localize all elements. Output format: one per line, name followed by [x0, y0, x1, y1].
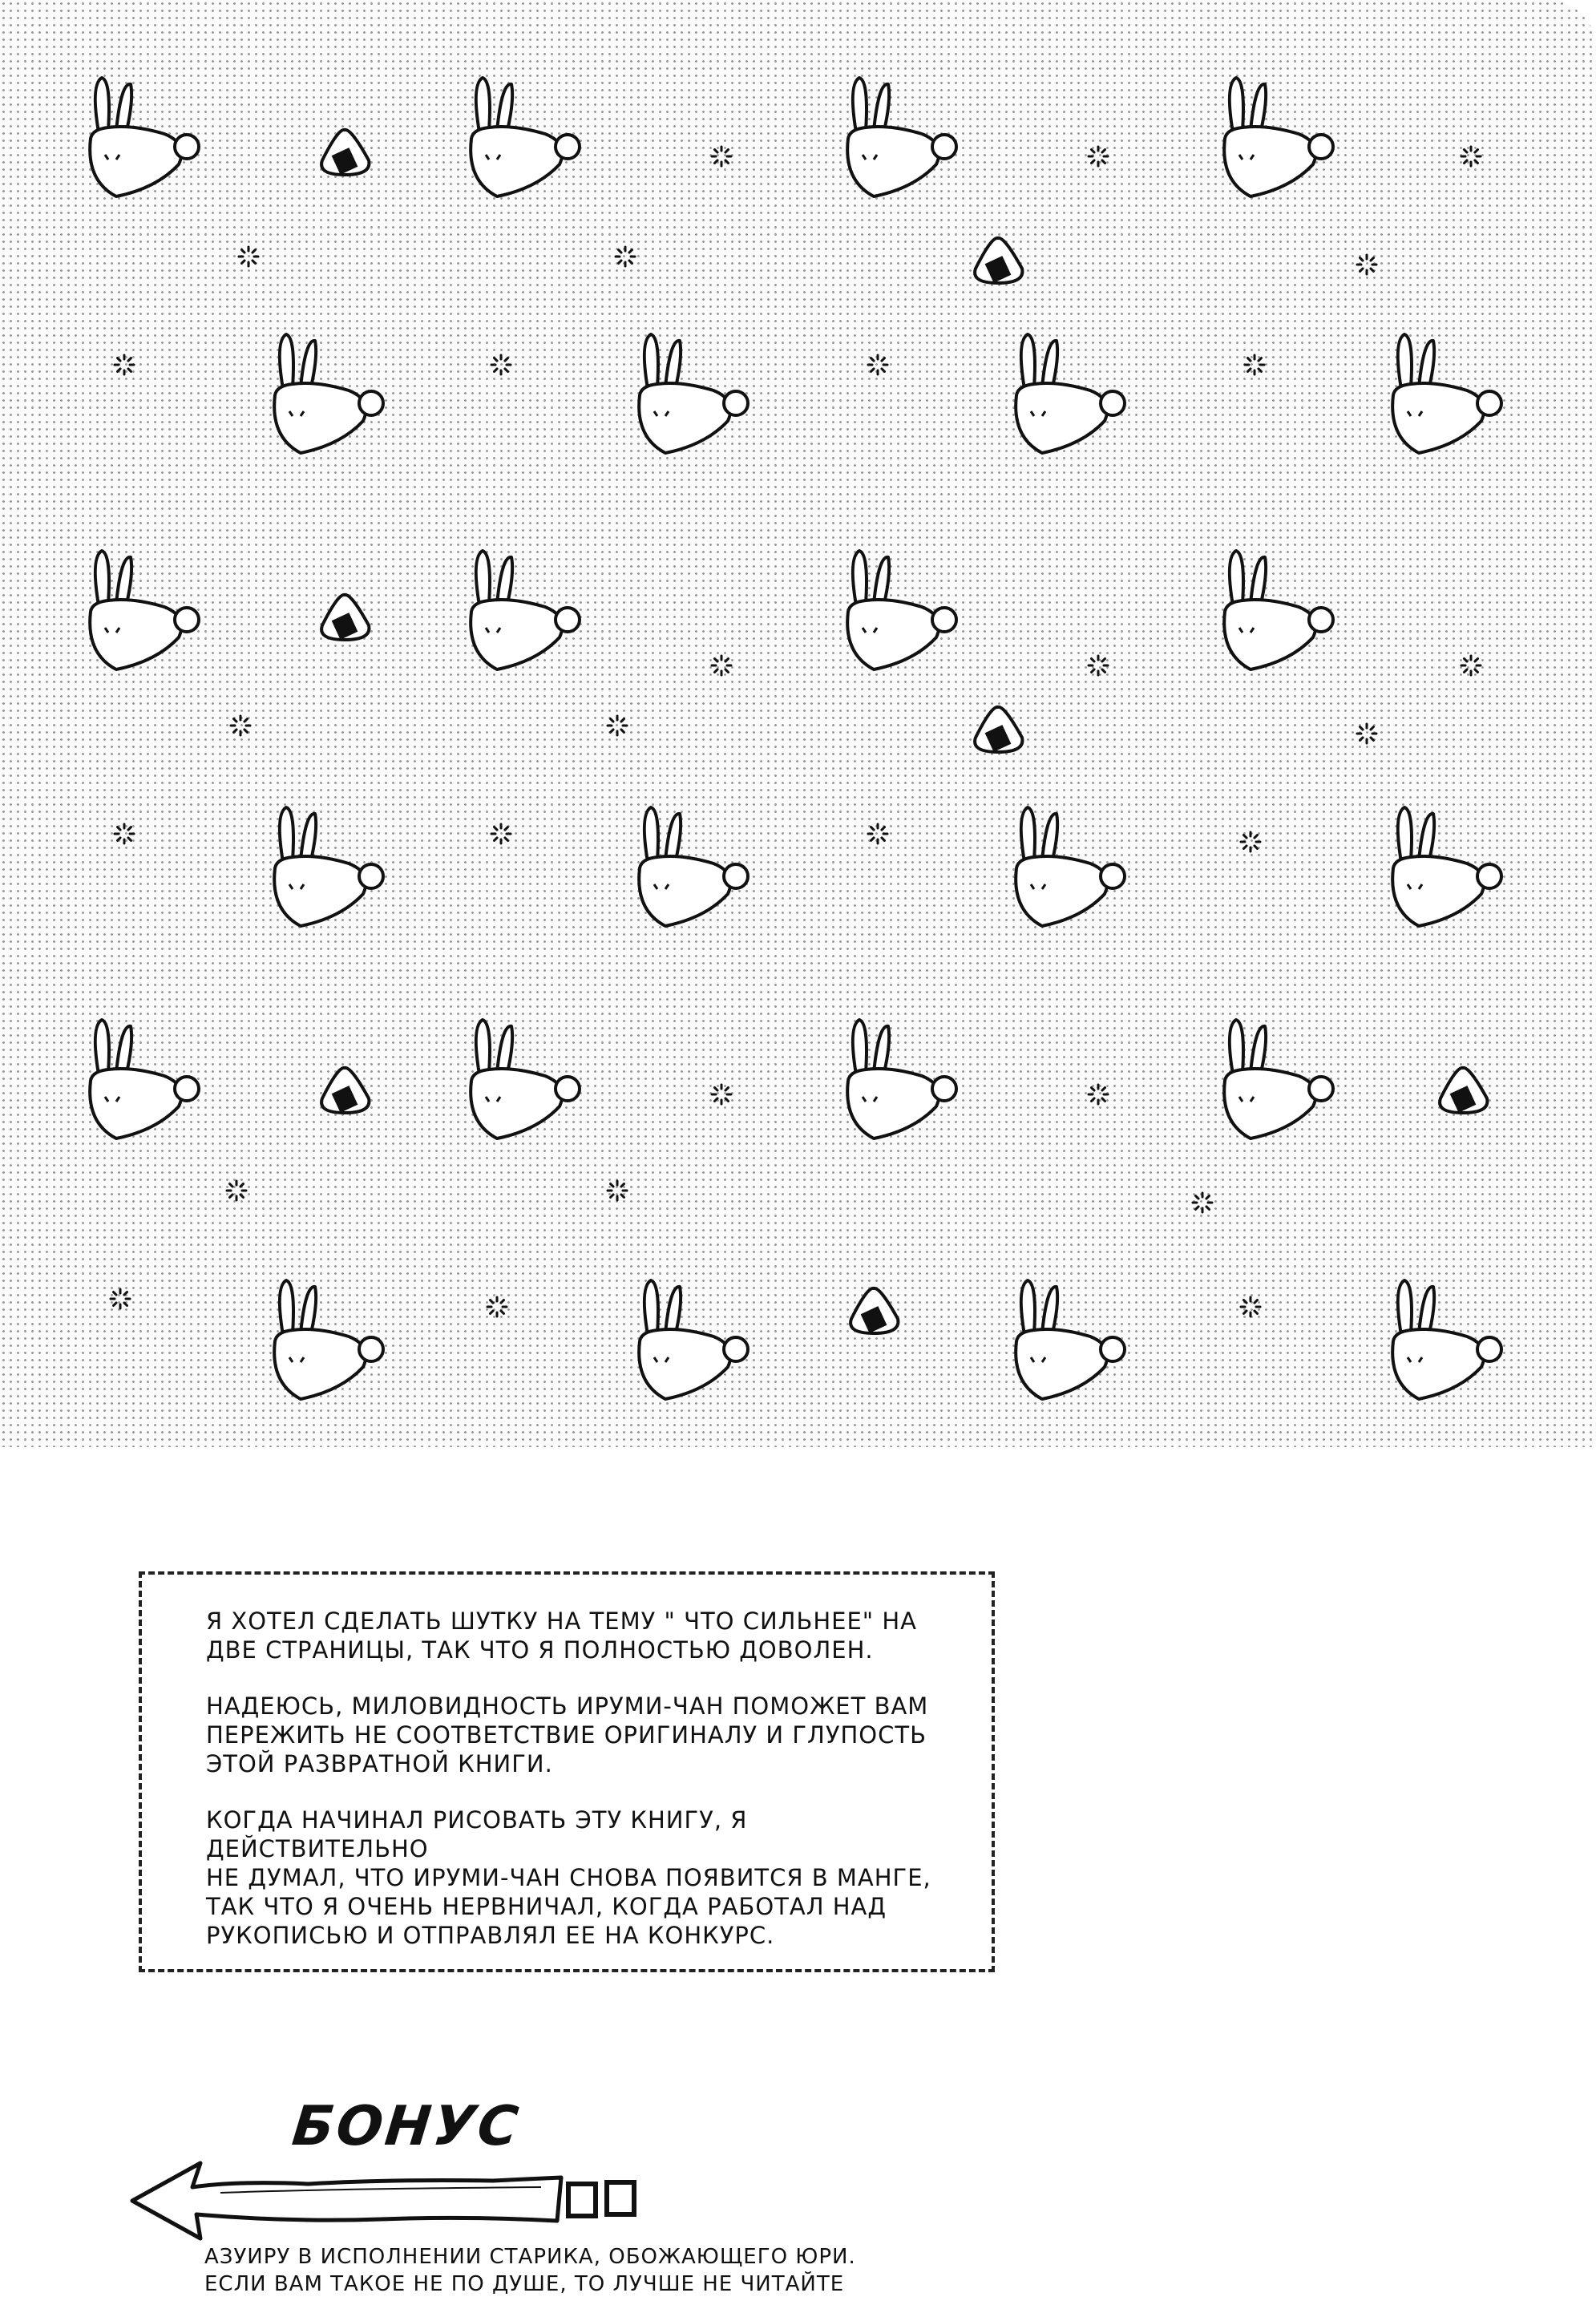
sparkle-icon: [491, 355, 511, 374]
sparkle-icon: [115, 355, 134, 374]
bunny-icon: [1224, 551, 1333, 669]
sparkle-icon: [712, 656, 731, 675]
bunny-icon: [639, 1280, 748, 1399]
bunny-icon: [471, 551, 580, 669]
note-paragraph-3: КОГДА НАЧИНАЛ РИСОВАТЬ ЭТУ КНИГУ, Я ДЕЙСТВИТЕЛЬНО НЕ ДУМАЛ, ЧТО ИРУМИ-ЧАН СНОВА ПОЯВИТСЯ В МАНГЕ, ТАК ЧТО Я ОЧЕНЬ НЕРВНИЧАЛ, КОГДА РАБОТАЛ НАД РУКОПИСЬЮ И ОТПРАВЛЯЛ ЕЕ НА КОНКУРС.: [206, 1806, 931, 1949]
sparkle-icon: [1089, 147, 1108, 166]
sparkle-icon: [1357, 724, 1376, 743]
double-box-icon: [565, 2179, 645, 2227]
onigiri-icon: [321, 1068, 369, 1113]
author-note-box: [139, 1571, 995, 1972]
bunny-icon: [274, 1280, 383, 1399]
bunny-icon: [90, 1020, 199, 1138]
bunny-icon: [1392, 334, 1501, 453]
bunny-icon: [90, 78, 199, 196]
bunny-icon: [847, 78, 956, 196]
bonus-description: [204, 2243, 856, 2298]
bunny-icon: [1224, 1020, 1333, 1138]
sparkle-icon: [868, 355, 887, 374]
bunny-icon: [1392, 1280, 1501, 1399]
bunny-icon: [639, 334, 748, 453]
bonus-line-1: АЗУИРУ В ИСПОЛНЕНИИ СТАРИКА, ОБОЖАЮЩЕГО ЮРИ.: [204, 2245, 856, 2269]
note-paragraph-1: Я ХОТЕЛ СДЕЛАТЬ ШУТКУ НА ТЕМУ " ЧТО СИЛЬНЕЕ" НА ДВЕ СТРАНИЦЫ, ТАК ЧТО Я ПОЛНОСТЬЮ ДОВОЛЕН.: [206, 1607, 918, 1664]
sparkle-icon: [239, 247, 258, 266]
bunny-icon: [847, 551, 956, 669]
sparkle-icon: [115, 824, 134, 843]
onigiri-icon: [1440, 1068, 1487, 1113]
sparkle-icon: [608, 1181, 627, 1200]
note-paragraph-2: НАДЕЮСЬ, МИЛОВИДНОСТЬ ИРУМИ-ЧАН ПОМОЖЕТ ВАМ ПЕРЕЖИТЬ НЕ СООТВЕТСТВИЕ ОРИГИНАЛУ И ГЛУПОСТЬ ЭТОЙ РАЗВРАТНОЙ КНИГИ.: [206, 1692, 929, 1777]
sparkle-icon: [1461, 147, 1481, 166]
bunny-icon: [90, 551, 199, 669]
onigiri-icon: [975, 707, 1022, 752]
sparkle-icon: [1089, 1085, 1108, 1104]
onigiri-icon: [321, 130, 369, 175]
bunny-icon: [639, 807, 748, 926]
bunny-icon: [1016, 334, 1125, 453]
sparkle-icon: [1245, 355, 1264, 374]
onigiri-icon: [975, 238, 1022, 283]
bunny-icon: [1392, 807, 1501, 926]
sparkle-icon: [868, 824, 887, 843]
sparkle-icon: [608, 716, 627, 735]
onigiri-icon: [321, 595, 369, 640]
bunny-icon: [471, 1020, 580, 1138]
bunny-icon: [1016, 807, 1125, 926]
sparkle-icon: [231, 716, 250, 735]
bunny-icon: [1224, 78, 1333, 196]
bonus-title: БОНУС: [289, 2095, 524, 2158]
left-arrow-icon: [124, 2157, 573, 2245]
bunny-icon: [274, 807, 383, 926]
sparkle-icon: [1241, 1297, 1260, 1316]
bonus-line-2: ЕСЛИ ВАМ ТАКОЕ НЕ ПО ДУШЕ, ТО ЛУЧШЕ НЕ ЧИТАЙТЕ: [204, 2272, 845, 2296]
sparkle-icon: [616, 247, 635, 266]
bunny-icon: [471, 78, 580, 196]
sparkle-icon: [111, 1289, 130, 1308]
sparkle-icon: [1193, 1193, 1212, 1212]
bunny-icon: [274, 334, 383, 453]
bunny-icon: [1016, 1280, 1125, 1399]
sparkle-icon: [487, 1297, 507, 1316]
sparkle-icon: [491, 824, 511, 843]
sparkle-icon: [712, 1085, 731, 1104]
sparkle-icon: [1241, 832, 1260, 851]
sparkle-icon: [712, 147, 731, 166]
bunny-icon: [847, 1020, 956, 1138]
sparkle-icon: [227, 1181, 246, 1200]
sparkle-icon: [1089, 656, 1108, 675]
onigiri-icon: [851, 1288, 898, 1333]
sparkle-icon: [1357, 255, 1376, 274]
sparkle-icon: [1461, 656, 1481, 675]
